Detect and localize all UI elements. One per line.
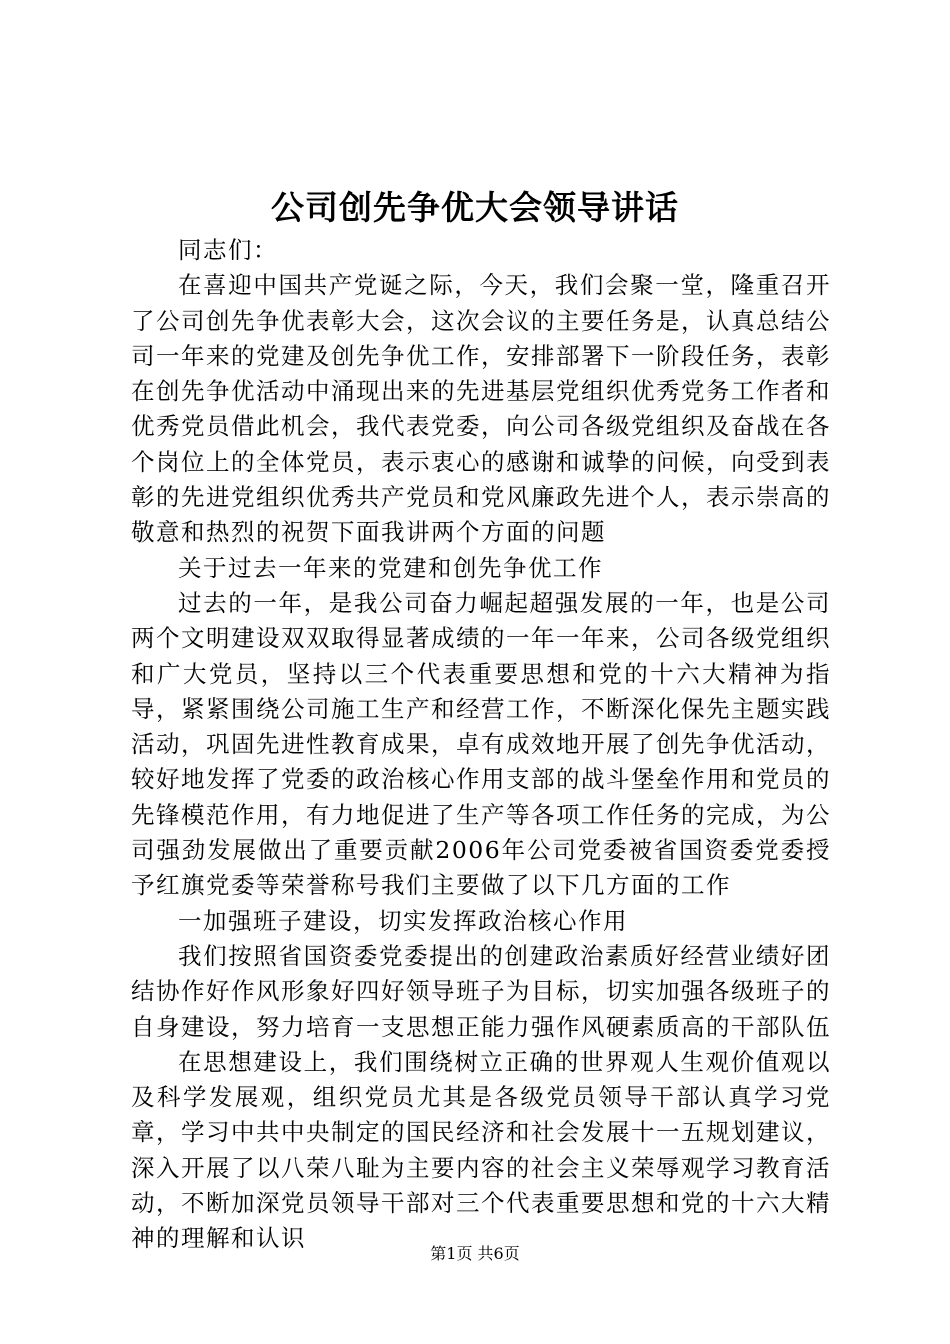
paragraph-leadership: 我们按照省国资委党委提出的创建政治素质好经营业绩好团结协作好作风形象好四好领导班子为目标，切实加强各级班子的自身建设，努力培育一支思想正能力强作风硬素质高的干部队伍 (131, 941, 831, 1041)
salutation: 同志们： (178, 236, 278, 264)
section-heading-review: 关于过去一年来的党建和创先争优工作 (178, 553, 603, 582)
paragraph-ideology: 在思想建设上，我们围绕树立正确的世界观人生观价值观以及科学发展观，组织党员尤其是各级党员领导干部认真学习党章，学习中共中央制定的国民经济和社会发展十一五规划建议，深入开展了以八荣八耻为主要内容的社会主义荣辱观学习教育活动，不断加深党员领导干部对三个代表重要思想和党的十六大精神的理解和认识 (131, 1047, 831, 1253)
paragraph-opening: 在喜迎中国共产党诞之际，今天，我们会聚一堂，隆重召开了公司创先争优表彰大会，这次会议的主要任务是，认真总结公司一年来的党建及创先争优工作，安排部署下一阶段任务，表彰在创先争优活动中涌现出来的先进基层党组织优秀党务工作者和优秀党员借此机会，我代表党委，向公司各级党组织及奋战在各个岗位上的全体党员，表示衷心的感谢和诚挚的问候，向受到表彰的先进党组织优秀共产党员和党风廉政先进个人，表示崇高的敬意和热烈的祝贺下面我讲两个方面的问题 (131, 271, 831, 547)
section-heading-leadership: 一加强班子建设，切实发挥政治核心作用 (178, 906, 628, 935)
page-number-footer: 第1页 共6页 (430, 1244, 520, 1263)
document-body (131, 233, 831, 1257)
paragraph-past-year: 过去的一年，是我公司奋力崛起超强发展的一年，也是公司两个文明建设双双取得显著成绩的一年一年来，公司各级党组织和广大党员，坚持以三个代表重要思想和党的十六大精神为指导，紧紧围绕公司施工生产和经营工作，不断深化保先主题实践活动，巩固先进性教育成果，卓有成效地开展了创先争优活动，较好地发挥了党委的政治核心作用支部的战斗堡垒作用和党员的先锋模范作用，有力地促进了生产等各项工作任务的完成，为公司强劲发展做出了重要贡献2006年公司党委被省国资委党委授予红旗党委等荣誉称号我们主要做了以下几方面的工作 (131, 588, 831, 900)
document-title: 公司创先争优大会领导讲话 (271, 188, 679, 227)
